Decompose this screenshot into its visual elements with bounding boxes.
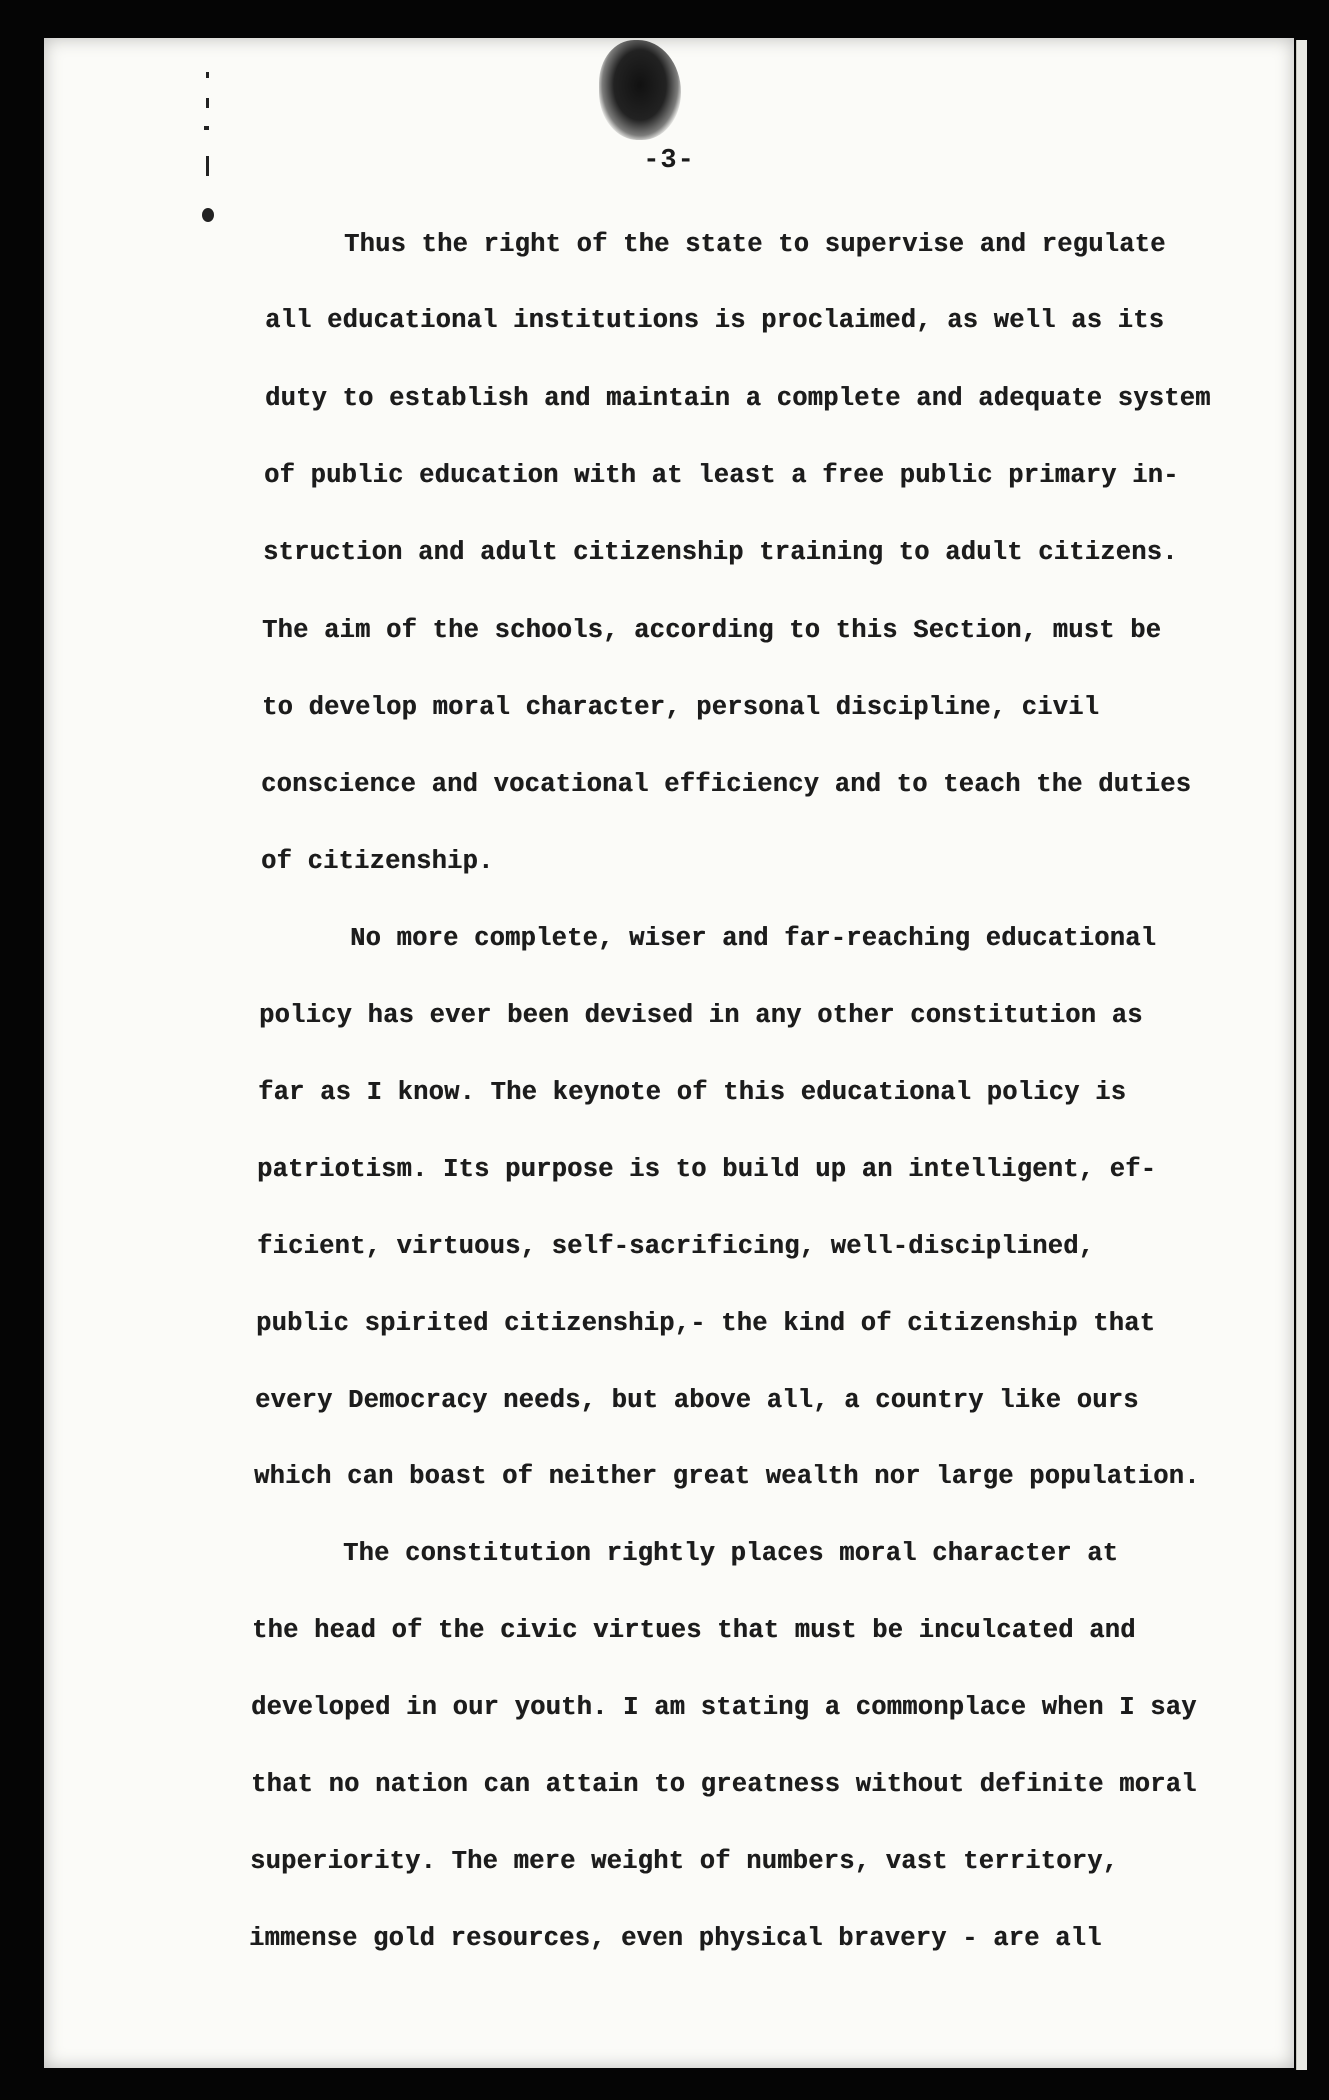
text-line: superiority. The mere weight of numbers, vast territory, <box>250 1847 1119 1876</box>
text-line: The aim of the schools, according to this Section, must be <box>262 616 1162 645</box>
text-line: Thus the right of the state to supervise and regulate <box>344 230 1166 259</box>
text-line: of public education with at least a free public primary in- <box>264 461 1179 490</box>
text-line: immense gold resources, even physical bravery - are all <box>249 1924 1102 1953</box>
text-line: which can boast of neither great wealth nor large population. <box>254 1462 1200 1491</box>
text-line: every Democracy needs, but above all, a country like ours <box>255 1386 1139 1415</box>
text-line: policy has ever been devised in any other constitution as <box>259 1001 1143 1030</box>
text-line: conscience and vocational efficiency and to teach the duties <box>261 770 1192 799</box>
text-line: to develop moral character, personal discipline, civil <box>262 693 1100 722</box>
text-line: far as I know. The keynote of this educational policy is <box>258 1078 1127 1107</box>
text-line: The constitution rightly places moral character at <box>343 1539 1119 1568</box>
text-line: developed in our youth. I am stating a commonplace when I say <box>251 1693 1197 1722</box>
text-line: public spirited citizenship,- the kind of citizenship that <box>256 1309 1156 1338</box>
body-text <box>44 38 1294 2068</box>
text-line: the head of the civic virtues that must be inculcated and <box>252 1616 1136 1645</box>
text-line: ficient, virtuous, self-sacrificing, well-disciplined, <box>257 1232 1095 1261</box>
text-line: No more complete, wiser and far-reaching educational <box>350 924 1157 953</box>
page-number: -3- <box>643 146 695 176</box>
text-line: that no nation can attain to greatness without definite moral <box>251 1770 1197 1799</box>
paper-sheet <box>44 38 1294 2068</box>
text-line: all educational institutions is proclaimed, as well as its <box>265 306 1165 335</box>
text-line: struction and adult citizenship training to adult citizens. <box>263 538 1178 567</box>
paper-edge <box>1296 40 1307 2070</box>
text-line: of citizenship. <box>261 847 494 876</box>
text-line: duty to establish and maintain a complete and adequate system <box>265 384 1211 413</box>
text-line: patriotism. Its purpose is to build up an intelligent, ef- <box>257 1155 1157 1184</box>
